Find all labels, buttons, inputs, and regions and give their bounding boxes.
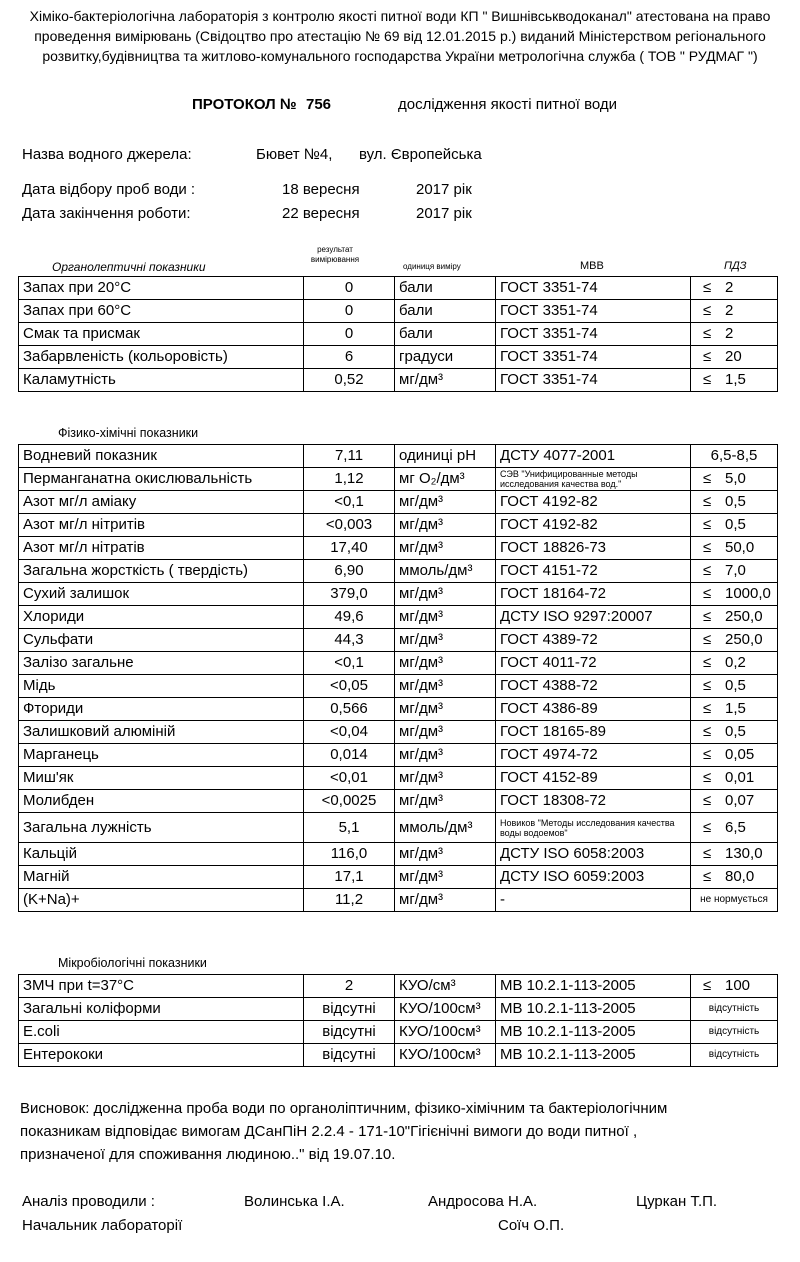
limit-cell (691, 629, 778, 652)
result-value: 0,52 (304, 369, 395, 392)
source-street: вул. Європейська (359, 146, 482, 163)
limit-value: 0,5 (725, 677, 746, 694)
unit-value: КУО/100см³ (395, 998, 496, 1021)
result-value: 49,6 (304, 606, 395, 629)
result-value: відсутні (304, 998, 395, 1021)
method-value: ГОСТ 4386-89 (496, 698, 691, 721)
parameter-name: Загальна жорсткість ( твердість) (19, 560, 304, 583)
table-row (19, 675, 778, 698)
parameter-name: Азот мг/л аміаку (19, 491, 304, 514)
result-value: відсутні (304, 1021, 395, 1044)
parameter-name: (K+Na)+ (19, 889, 304, 912)
limit-cell (691, 866, 778, 889)
limit-value: 2 (725, 279, 734, 296)
limit-value: 50,0 (725, 539, 755, 556)
result-value: 6 (304, 346, 395, 369)
limit-cell (691, 300, 778, 323)
result-value: <0,05 (304, 675, 395, 698)
limit-cell (691, 277, 778, 300)
result-value: 0 (304, 277, 395, 300)
method-value: ГОСТ 3351-74 (496, 346, 691, 369)
limit-value: 6,5-8,5 (710, 447, 758, 464)
limit-value: 6,5 (725, 818, 746, 836)
conclusion-line-1: Висновок: дослідженна проба води по органолiптичним, фізико-хімічним та бактеріологічним (20, 1100, 668, 1117)
table-row (19, 790, 778, 813)
method-value: ГОСТ 4389-72 (496, 629, 691, 652)
header-line-1: Хіміко-бактеріологічна лабораторія з контролю якості питної води КП " Вишнівськводоканал" атестована на право (29, 8, 771, 24)
table-row (19, 629, 778, 652)
limit-cell (691, 652, 778, 675)
le-sign: ≤ (703, 279, 712, 296)
unit-value: мг/дм³ (395, 583, 496, 606)
result-value: 0 (304, 323, 395, 346)
limit-cell (691, 1044, 778, 1067)
parameter-name: Забарвленість (кольоровість) (19, 346, 304, 369)
protocol-title-suffix: дослідження якості питної води (398, 96, 618, 113)
table-row (19, 468, 778, 491)
parameter-name: Каламутність (19, 369, 304, 392)
method-value: ГОСТ 3351-74 (496, 369, 691, 392)
parameter-name: Запах при 20°С (19, 277, 304, 300)
limit-cell (691, 843, 778, 866)
col-unit-header: одиниця виміру (403, 262, 461, 271)
finish-year: 2017 рік (416, 205, 472, 222)
protocol-title-prefix: ПРОТОКОЛ № (192, 96, 297, 113)
limit-cell (691, 369, 778, 392)
limit-cell (691, 767, 778, 790)
source-value: Бювет №4, (256, 146, 333, 163)
le-sign: ≤ (703, 977, 712, 994)
table-row (19, 445, 778, 468)
conclusion (20, 1097, 740, 1166)
method-value: ДСТУ 4077-2001 (496, 445, 691, 468)
le-sign: ≤ (703, 371, 712, 388)
table-row (19, 560, 778, 583)
method-value: ГОСТ 18308-72 (496, 790, 691, 813)
unit-value: мг/дм³ (395, 514, 496, 537)
limit-value: 7,0 (725, 562, 746, 579)
method-value: ГОСТ 4151-72 (496, 560, 691, 583)
method-value: ГОСТ 18826-73 (496, 537, 691, 560)
method-value: ГОСТ 4152-89 (496, 767, 691, 790)
result-value: 379,0 (304, 583, 395, 606)
analyst-1: Волинська І.А. (244, 1193, 345, 1210)
organoleptic-table (18, 276, 778, 392)
unit-value: мг/дм³ (395, 843, 496, 866)
unit-value: КУО/100см³ (395, 1021, 496, 1044)
finish-label: Дата закінчення роботи: (22, 205, 191, 222)
table-row (19, 369, 778, 392)
limit-cell (691, 514, 778, 537)
result-value: <0,04 (304, 721, 395, 744)
unit-value: бали (395, 323, 496, 346)
limit-cell (691, 606, 778, 629)
method-value: СЭВ "Унифицированные методы исследования качества вод." (496, 468, 691, 491)
result-value: 0,014 (304, 744, 395, 767)
method-value: МВ 10.2.1-113-2005 (496, 975, 691, 998)
le-sign: ≤ (703, 516, 712, 533)
le-sign: ≤ (703, 769, 712, 786)
sampling-label: Дата відбору проб води : (22, 181, 196, 198)
unit-value: градуси (395, 346, 496, 369)
le-sign: ≤ (703, 818, 712, 836)
result-value: 2 (304, 975, 395, 998)
table-row (19, 843, 778, 866)
method-value: ДСТУ ISO 6059:2003 (496, 866, 691, 889)
result-value: <0,0025 (304, 790, 395, 813)
protocol-number: 756 (306, 96, 332, 113)
table-row (19, 346, 778, 369)
limit-cell (691, 445, 778, 468)
method-value: ГОСТ 4974-72 (496, 744, 691, 767)
parameter-name: Загальні коліформи (19, 998, 304, 1021)
limit-cell (691, 1021, 778, 1044)
le-sign: ≤ (703, 493, 712, 510)
result-value: 7,11 (304, 445, 395, 468)
limit-cell (691, 975, 778, 998)
header-line-2: проведення вимірювань (Свідоцтво про атестацію № 69 від 12.01.2015 р.) виданий Міністерством регіонального (34, 28, 766, 44)
le-sign: ≤ (703, 723, 712, 740)
source-label: Назва водного джерела: (22, 146, 192, 163)
table-row (19, 866, 778, 889)
lab-header (20, 6, 780, 66)
table-row (19, 975, 778, 998)
result-value: 17,1 (304, 866, 395, 889)
limit-cell (691, 998, 778, 1021)
le-sign: ≤ (703, 700, 712, 717)
limit-value: 20 (725, 348, 742, 365)
table-row (19, 583, 778, 606)
limit-cell (691, 813, 778, 843)
table-row (19, 514, 778, 537)
method-value: ГОСТ 4388-72 (496, 675, 691, 698)
analyst-3: Цуркан Т.П. (636, 1193, 718, 1210)
limit-value: 1,5 (725, 371, 746, 388)
unit-value: мг/дм³ (395, 744, 496, 767)
method-value: МВ 10.2.1-113-2005 (496, 1021, 691, 1044)
le-sign: ≤ (703, 631, 712, 648)
unit-value: мг/дм³ (395, 629, 496, 652)
result-value: <0,01 (304, 767, 395, 790)
limit-cell (691, 323, 778, 346)
limit-value: 1000,0 (725, 585, 771, 602)
unit-value: КУО/см³ (395, 975, 496, 998)
le-sign: ≤ (703, 654, 712, 671)
parameter-name: Марганець (19, 744, 304, 767)
analyst-2: Андросова Н.А. (428, 1193, 538, 1210)
limit-value: 1,5 (725, 700, 746, 717)
table-row (19, 277, 778, 300)
limit-value: 0,01 (725, 769, 755, 786)
le-sign: ≤ (703, 746, 712, 763)
unit-value: мг/дм³ (395, 606, 496, 629)
le-sign: ≤ (703, 470, 712, 487)
method-value: ГОСТ 18165-89 (496, 721, 691, 744)
le-sign: ≤ (703, 302, 712, 319)
parameter-name: Азот мг/л нітритів (19, 514, 304, 537)
limit-value: 0,5 (725, 723, 746, 740)
table-row (19, 813, 778, 843)
method-value: ГОСТ 4192-82 (496, 514, 691, 537)
method-value: Новиков "Методы исследования качества воды водоемов" (496, 813, 691, 843)
conclusion-line-3: призначеної для споживання людиною.." від 19.07.10. (20, 1146, 396, 1163)
parameter-name: Перманганатна окислювальність (19, 468, 304, 491)
head-label: Начальник лабораторії (22, 1217, 183, 1234)
unit-value: одиниці рН (395, 445, 496, 468)
limit-value: 2 (725, 325, 734, 342)
unit-value: бали (395, 277, 496, 300)
table-row (19, 998, 778, 1021)
method-value: ГОСТ 3351-74 (496, 323, 691, 346)
unit-value: мг/дм³ (395, 889, 496, 912)
parameter-name: Ентерококи (19, 1044, 304, 1067)
unit-value: мг/дм³ (395, 790, 496, 813)
limit-cell (691, 675, 778, 698)
table-row (19, 606, 778, 629)
result-value: 6,90 (304, 560, 395, 583)
limit-value: 2 (725, 302, 734, 319)
parameter-name: Мідь (19, 675, 304, 698)
table-row (19, 721, 778, 744)
limit-value: відсутність (708, 1026, 760, 1037)
parameter-name: Залишковий алюміній (19, 721, 304, 744)
unit-value: КУО/100см³ (395, 1044, 496, 1067)
table-row (19, 767, 778, 790)
parameter-name: Азот мг/л нітратів (19, 537, 304, 560)
unit-value: ммоль/дм³ (395, 813, 496, 843)
limit-cell (691, 537, 778, 560)
unit-value: ммоль/дм³ (395, 560, 496, 583)
table-row (19, 1021, 778, 1044)
limit-cell (691, 491, 778, 514)
parameter-name: Сухий залишок (19, 583, 304, 606)
method-value: ГОСТ 4192-82 (496, 491, 691, 514)
physchem-table (18, 444, 778, 912)
le-sign: ≤ (703, 562, 712, 579)
parameter-name: Водневий показник (19, 445, 304, 468)
limit-value: 130,0 (725, 845, 763, 862)
unit-value: мг/дм³ (395, 721, 496, 744)
method-value: ГОСТ 4011-72 (496, 652, 691, 675)
result-value: 17,40 (304, 537, 395, 560)
table-row (19, 744, 778, 767)
result-value: 116,0 (304, 843, 395, 866)
parameter-name: Хлориди (19, 606, 304, 629)
limit-cell (691, 721, 778, 744)
limit-cell (691, 744, 778, 767)
method-value: ДСТУ ISO 9297:20007 (496, 606, 691, 629)
parameter-name: Кальцій (19, 843, 304, 866)
method-value: МВ 10.2.1-113-2005 (496, 1044, 691, 1067)
parameter-name: Залізо загальне (19, 652, 304, 675)
result-value: 11,2 (304, 889, 395, 912)
unit-value: бали (395, 300, 496, 323)
le-sign: ≤ (703, 325, 712, 342)
table-row (19, 1044, 778, 1067)
parameter-name: Сульфати (19, 629, 304, 652)
method-value: - (496, 889, 691, 912)
result-value: 0 (304, 300, 395, 323)
parameter-name: Запах при 60°С (19, 300, 304, 323)
limit-cell (691, 889, 778, 912)
method-value: ГОСТ 3351-74 (496, 277, 691, 300)
le-sign: ≤ (703, 845, 712, 862)
parameter-name: Загальна лужність (19, 813, 304, 843)
result-value: <0,1 (304, 652, 395, 675)
micro-table (18, 974, 778, 1067)
limit-value: 80,0 (725, 868, 755, 885)
parameter-name: Миш'як (19, 767, 304, 790)
le-sign: ≤ (703, 792, 712, 809)
unit-value: мг/дм³ (395, 537, 496, 560)
table-row (19, 300, 778, 323)
limit-value: відсутність (708, 1049, 760, 1060)
limit-value: 5,0 (725, 470, 746, 487)
limit-value: 0,07 (725, 792, 755, 809)
unit-value: мг/дм³ (395, 675, 496, 698)
result-value: <0,003 (304, 514, 395, 537)
method-value: ГОСТ 18164-72 (496, 583, 691, 606)
col-organoleptic-header: Органолептичні показники (52, 260, 206, 274)
head-name: Соїч О.П. (498, 1217, 565, 1234)
result-value: відсутні (304, 1044, 395, 1067)
table-row (19, 491, 778, 514)
method-value: ДСТУ ISO 6058:2003 (496, 843, 691, 866)
unit-value: мг/дм³ (395, 491, 496, 514)
le-sign: ≤ (703, 585, 712, 602)
unit-value: мг/дм³ (395, 369, 496, 392)
col-method-header: МВВ (580, 260, 604, 272)
parameter-name: Фториди (19, 698, 304, 721)
micro-label: Мікробіологічні показники (58, 956, 207, 970)
method-value: ГОСТ 3351-74 (496, 300, 691, 323)
unit-value: мг/дм³ (395, 866, 496, 889)
result-value: 44,3 (304, 629, 395, 652)
parameter-name: Смак та присмак (19, 323, 304, 346)
limit-value: відсутність (708, 1003, 760, 1014)
limit-cell (691, 468, 778, 491)
limit-value: 250,0 (725, 631, 763, 648)
limit-value: не нормується (700, 894, 768, 905)
method-value: МВ 10.2.1-113-2005 (496, 998, 691, 1021)
result-value: 1,12 (304, 468, 395, 491)
analysts-label: Аналіз проводили : (22, 1193, 155, 1210)
le-sign: ≤ (703, 348, 712, 365)
parameter-name: Молибден (19, 790, 304, 813)
result-value: 5,1 (304, 813, 395, 843)
le-sign: ≤ (703, 868, 712, 885)
unit-value: мг О₂/дм³ (395, 468, 496, 491)
table-row (19, 889, 778, 912)
limit-value: 0,5 (725, 493, 746, 510)
unit-value: мг/дм³ (395, 698, 496, 721)
parameter-name: Магній (19, 866, 304, 889)
sampling-date: 18 вересня (282, 181, 360, 198)
conclusion-line-2: показникам відповідає вимогам ДСанПіН 2.2.4 - 171-10"Гігієнічні вимоги до води питної , (20, 1123, 638, 1140)
parameter-name: ЗМЧ при t=37°С (19, 975, 304, 998)
parameter-name: E.coli (19, 1021, 304, 1044)
table-row (19, 652, 778, 675)
finish-date: 22 вересня (282, 205, 360, 222)
limit-cell (691, 698, 778, 721)
col-pdz-header: ПДЗ (724, 260, 747, 272)
le-sign: ≤ (703, 539, 712, 556)
sampling-year: 2017 рік (416, 181, 472, 198)
header-line-3: розвитку,будівництва та житлово-комунального господарства України метрологічна служба ( ТОВ " РУДМАГ ") (42, 48, 758, 64)
limit-cell (691, 583, 778, 606)
table-row (19, 323, 778, 346)
col-result-header: результат вимірювання (310, 245, 360, 264)
limit-value: 0,5 (725, 516, 746, 533)
result-value: 0,566 (304, 698, 395, 721)
table-row (19, 698, 778, 721)
physchem-label: Фізико-хімічні показники (58, 426, 199, 440)
limit-value: 250,0 (725, 608, 763, 625)
le-sign: ≤ (703, 608, 712, 625)
limit-cell (691, 560, 778, 583)
limit-cell (691, 790, 778, 813)
limit-cell (691, 346, 778, 369)
result-value: <0,1 (304, 491, 395, 514)
table-row (19, 537, 778, 560)
le-sign: ≤ (703, 677, 712, 694)
limit-value: 100 (725, 977, 751, 994)
unit-value: мг/дм³ (395, 652, 496, 675)
unit-value: мг/дм³ (395, 767, 496, 790)
limit-value: 0,2 (725, 654, 746, 671)
limit-value: 0,05 (725, 746, 755, 763)
